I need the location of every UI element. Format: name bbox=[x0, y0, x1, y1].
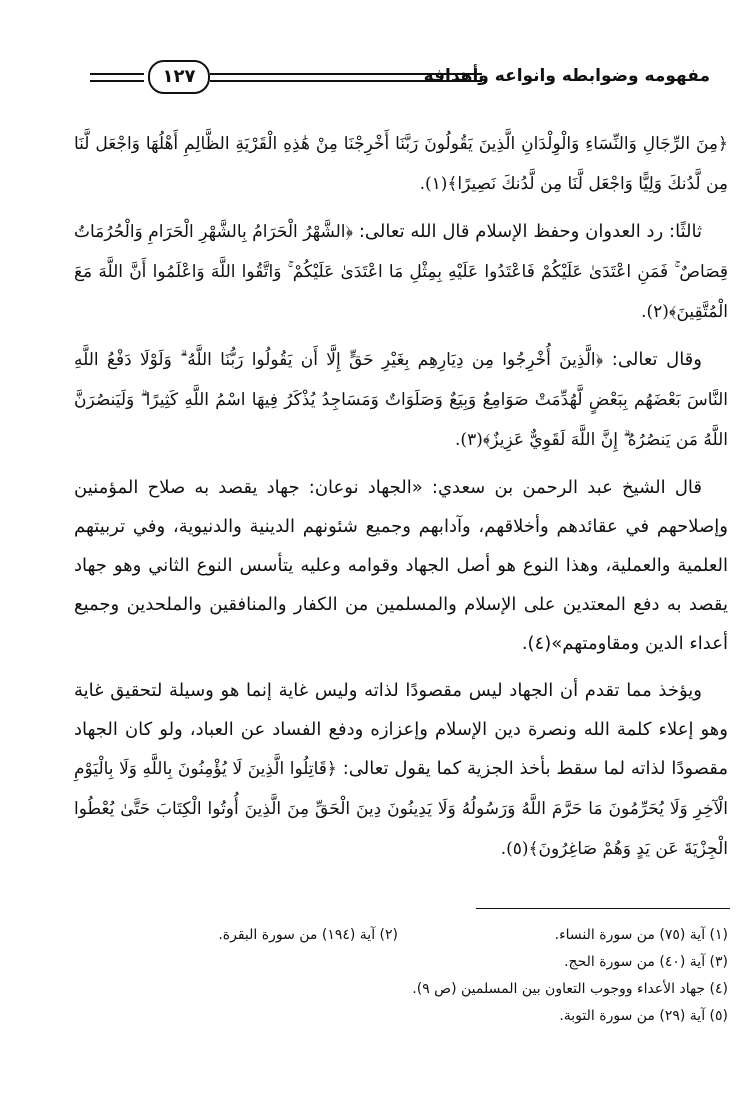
main-text bbox=[74, 124, 728, 877]
footnotes bbox=[74, 922, 728, 1030]
quran-verse: ﴿قَاتِلُوا الَّذِينَ لَا يُؤْمِنُونَ بِاللَّهِ وَلَا بِالْيَوْمِ الْآخِرِ وَلَا يُحَرِّمُونَ مَا حَرَّمَ اللَّهُ وَرَسُولُهُ وَلَا يَدِينُونَ دِينَ الْحَقِّ مِنَ الَّذِينَ أُوتُوا الْكِتَابَ حَتَّىٰ يُعْطُوا الْجِزْيَةَ عَن يَدٍ وَهُمْ صَاغِرُونَ﴾(٥). bbox=[74, 759, 728, 859]
paragraph-text: وقال تعالى: bbox=[603, 349, 702, 370]
paragraph-ibn-saadi-quote: قال الشيخ عبد الرحمن بن سعدي: «الجهاد نوعان: جهاد يقصد به صلاح المؤمنين وإصلاحهم في عقائدهم وأخلاقهم، وآدابهم وجميع شئونهم الدينية والدنيوية، وفي تربيتهم العلمية والعملية، وهذا النوع هو أصل الجهاد وقوامه وعليه يتأسس النوع الثاني وهو جهاد يقصد به دفع المعتدين على الإسلام والمسلمين من الكفار والمنافقين والملحدين وجميع أعداء الدين ومقاومتهم»(٤). bbox=[74, 477, 728, 654]
page-header bbox=[90, 60, 710, 96]
quran-verse: ﴿مِنَ الرِّجَالِ وَالنِّسَاءِ وَالْوِلْدَانِ الَّذِينَ يَقُولُونَ رَبَّنَا أَخْرِجْنَا مِنْ هَٰذِهِ الْقَرْيَةِ الظَّالِمِ أَهْلُهَا وَاجْعَل لَّنَا مِن لَّدُنكَ وَلِيًّا وَاجْعَل لَّنَا مِن لَّدُنكَ نَصِيرًا﴾(١). bbox=[74, 134, 728, 194]
running-title: مفهومه وضوابطه وانواعه وأهدافه bbox=[423, 66, 710, 86]
paragraph-hajj-verse bbox=[74, 340, 728, 460]
page-number: ١٢٧ bbox=[148, 60, 210, 94]
footnote-1: (١) آية (٧٥) من سورة النساء. bbox=[554, 927, 728, 943]
paragraph-text: ثالثًا: رد العدوان وحفظ الإسلام قال الله تعالى: bbox=[353, 221, 702, 242]
quran-verse: ﴿الشَّهْرُ الْحَرَامُ بِالشَّهْرِ الْحَرَامِ وَالْحُرُمَاتُ قِصَاصٌ ۚ فَمَنِ اعْتَدَىٰ عَلَيْكُمْ فَاعْتَدُوا عَلَيْهِ بِمِثْلِ مَا اعْتَدَىٰ عَلَيْكُمْ ۚ وَاتَّقُوا اللَّهَ وَاعْلَمُوا أَنَّ اللَّهَ مَعَ الْمُتَّقِينَ﴾(٢). bbox=[74, 222, 728, 322]
footnote-separator bbox=[476, 908, 730, 909]
paragraph-third-purpose bbox=[74, 212, 728, 332]
footnote-2: (٢) آية (١٩٤) من سورة البقرة. bbox=[218, 927, 398, 943]
footnote-3: (٣) آية (٤٠) من سورة الحج. bbox=[564, 954, 728, 970]
header-rule-left bbox=[90, 73, 144, 82]
paragraph-text: ويؤخذ مما تقدم أن الجهاد ليس مقصودًا لذاته وليس غاية إنما هو وسيلة لتحقيق غاية وهو إعلاء كلمة الله ونصرة دين الإسلام وإعزازه ودفع الفساد عن العباد، ولو كان الجهاد مقصودًا لذاته لما سقط بأخذ الجزية كما يقول تعالى: bbox=[74, 680, 728, 779]
footnote-row bbox=[74, 922, 728, 949]
footnote-4: (٤) جهاد الأعداء ووجوب التعاون بين المسلمين (ص ٩). bbox=[412, 981, 728, 997]
paragraph-quran-nisa bbox=[74, 124, 728, 204]
paragraph-conclusion bbox=[74, 671, 728, 869]
header-rule bbox=[210, 73, 482, 82]
quran-verse: ﴿الَّذِينَ أُخْرِجُوا مِن دِيَارِهِم بِغَيْرِ حَقٍّ إِلَّا أَن يَقُولُوا رَبُّنَا اللَّهُ ۗ وَلَوْلَا دَفْعُ اللَّهِ النَّاسَ بَعْضَهُم بِبَعْضٍ لَّهُدِّمَتْ صَوَامِعُ وَبِيَعٌ وَصَلَوَاتٌ وَمَسَاجِدُ يُذْكَرُ فِيهَا اسْمُ اللَّهِ كَثِيرًا ۗ وَلَيَنصُرَنَّ اللَّهُ مَن يَنصُرُهُ ۗ إِنَّ اللَّهَ لَقَوِيٌّ عَزِيزٌ﴾(٣). bbox=[74, 350, 728, 450]
footnote-5: (٥) آية (٢٩) من سورة التوبة. bbox=[559, 1008, 728, 1024]
